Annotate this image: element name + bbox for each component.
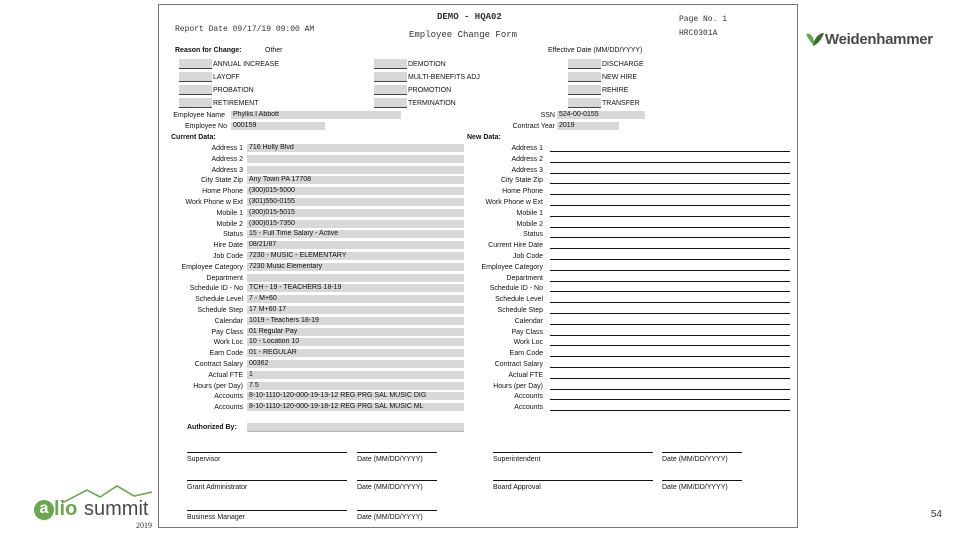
reason-option-label: RETIREMENT bbox=[213, 100, 259, 107]
current-field-label: Pay Class bbox=[211, 328, 243, 336]
authorized-by-label: Authorized By: bbox=[187, 424, 237, 431]
current-field-value: 7.5 bbox=[247, 382, 464, 390]
signature-label: Date (MM/DD/YYYY) bbox=[357, 484, 423, 491]
employee-no-value: 000159 bbox=[231, 122, 325, 130]
current-field-label: Schedule Step bbox=[197, 307, 243, 314]
current-field-label: Job Code bbox=[213, 253, 243, 260]
reason-option-label: DEMOTION bbox=[408, 61, 446, 68]
page-number: 54 bbox=[930, 509, 942, 520]
new-field-input[interactable] bbox=[550, 259, 790, 260]
signature-label: Date (MM/DD/YYYY) bbox=[357, 514, 423, 521]
signature-line[interactable] bbox=[187, 510, 347, 511]
reason-option-label: DISCHARGE bbox=[602, 61, 644, 68]
reason-option-label: LAYOFF bbox=[213, 74, 240, 81]
employee-name-label: Employee Name bbox=[173, 112, 225, 119]
current-field-value: 10 - Location 10 bbox=[247, 338, 464, 346]
new-field-input[interactable] bbox=[550, 248, 790, 249]
employee-change-form bbox=[158, 4, 798, 528]
current-field-label: Work Loc bbox=[213, 339, 243, 347]
reason-option-label: MULTI-BENEFITS ADJ bbox=[408, 74, 480, 81]
demo-title: DEMO - HQA02 bbox=[437, 12, 502, 22]
reason-option-label: NEW HIRE bbox=[602, 74, 637, 81]
employee-no-label: Employee No bbox=[184, 123, 227, 130]
new-field-label: Status bbox=[523, 231, 543, 239]
signature-label: Date (MM/DD/YYYY) bbox=[662, 456, 728, 463]
new-field-label: City State Zip bbox=[500, 177, 543, 185]
signature-label: Date (MM/DD/YYYY) bbox=[662, 484, 728, 491]
new-field-input[interactable] bbox=[550, 227, 790, 228]
current-field-label: Employee Category bbox=[181, 263, 243, 271]
reason-label: Reason for Change: bbox=[175, 47, 242, 54]
new-data-label: New Data: bbox=[467, 134, 501, 141]
current-field-value: 8-10-1110-120-000-19-13-12 REG PRG SAL MUSIC DIG bbox=[247, 392, 464, 400]
new-field-label: Contract Salary bbox=[494, 361, 543, 368]
reason-checkbox[interactable] bbox=[179, 59, 212, 69]
current-field-label: Home Phone bbox=[202, 188, 243, 196]
new-field-input[interactable] bbox=[550, 173, 790, 174]
new-field-input[interactable] bbox=[550, 399, 790, 400]
new-field-label: Department bbox=[506, 274, 543, 282]
new-field-input[interactable] bbox=[550, 162, 790, 163]
reason-checkbox[interactable] bbox=[374, 59, 407, 69]
new-field-label: Schedule Step bbox=[497, 307, 543, 314]
current-field-label: Accounts bbox=[214, 393, 243, 401]
new-field-input[interactable] bbox=[550, 216, 790, 217]
new-field-label: Job Code bbox=[513, 253, 543, 260]
signature-line[interactable] bbox=[493, 452, 653, 453]
reason-option-label: TERMINATION bbox=[408, 100, 456, 107]
current-field-value: 7 - M+60 bbox=[247, 295, 464, 303]
weidenhammer-wordmark: Weidenhammer bbox=[825, 31, 933, 48]
new-field-input[interactable] bbox=[550, 389, 790, 390]
summit-year: 2019 bbox=[136, 521, 152, 530]
authorized-by-field bbox=[247, 423, 464, 432]
current-field-label: Accounts bbox=[214, 404, 243, 412]
new-field-label: Address 1 bbox=[511, 145, 543, 152]
current-field-value: 7230 Music Elementary bbox=[247, 263, 464, 271]
signature-label: Supervisor bbox=[187, 456, 221, 463]
new-field-input[interactable] bbox=[550, 237, 790, 238]
reason-checkbox[interactable] bbox=[568, 59, 601, 69]
new-field-input[interactable] bbox=[550, 410, 790, 411]
new-field-label: Pay Class bbox=[511, 328, 543, 336]
new-field-label: Schedule ID - No bbox=[489, 285, 543, 293]
new-field-input[interactable] bbox=[550, 367, 790, 368]
new-field-label: Employee Category bbox=[481, 263, 543, 271]
new-field-label: Earn Code bbox=[509, 350, 543, 358]
new-field-label: Current Hire Date bbox=[488, 242, 543, 250]
current-field-value: (300)015-5015 bbox=[247, 209, 464, 217]
new-field-label: Mobile 2 bbox=[516, 220, 543, 228]
reason-option-label: PROMOTION bbox=[408, 87, 452, 94]
new-field-label: Actual FTE bbox=[508, 371, 543, 379]
current-field-value: (300)015-7350 bbox=[247, 220, 464, 228]
new-field-label: Address 2 bbox=[511, 155, 543, 163]
signature-line[interactable] bbox=[357, 510, 437, 511]
current-field-label: Work Phone w Ext bbox=[185, 199, 243, 206]
current-field-value: (300)015-5000 bbox=[247, 187, 464, 195]
current-field-label: Address 2 bbox=[211, 155, 243, 163]
current-field-value: 17 M+60 17 bbox=[247, 306, 464, 314]
signature-label: Business Manager bbox=[187, 514, 245, 521]
reason-checkbox[interactable] bbox=[374, 85, 407, 95]
new-field-label: Calendar bbox=[514, 317, 543, 325]
new-field-input[interactable] bbox=[550, 183, 790, 184]
reason-option-label: REHIRE bbox=[602, 87, 629, 94]
reason-option-label: ANNUAL INCREASE bbox=[213, 61, 279, 68]
new-field-input[interactable] bbox=[550, 151, 790, 152]
reason-checkbox[interactable] bbox=[179, 85, 212, 95]
new-field-input[interactable] bbox=[550, 270, 790, 271]
current-field-label: Calendar bbox=[214, 317, 243, 325]
form-title: Employee Change Form bbox=[409, 30, 518, 40]
weidenhammer-leaf-icon bbox=[805, 30, 825, 50]
current-field-label: Hours (per Day) bbox=[193, 382, 243, 390]
new-field-label: Work Phone w Ext bbox=[485, 199, 543, 206]
page-label: Page No. 1 bbox=[679, 15, 728, 24]
signature-line[interactable] bbox=[187, 452, 347, 453]
signature-line[interactable] bbox=[662, 452, 742, 453]
effective-date-label: Effective Date (MM/DD/YYYY) bbox=[548, 47, 643, 54]
current-field-value: 1 bbox=[247, 371, 464, 379]
signature-label: Date (MM/DD/YYYY) bbox=[357, 456, 423, 463]
current-field-label: Earn Code bbox=[209, 350, 243, 358]
signature-label: Superintendent bbox=[493, 456, 541, 463]
new-field-input[interactable] bbox=[550, 205, 790, 206]
current-field-label: Address 1 bbox=[211, 145, 243, 152]
signature-line[interactable] bbox=[493, 480, 653, 481]
new-field-label: Mobile 1 bbox=[516, 209, 543, 217]
new-field-input[interactable] bbox=[550, 356, 790, 357]
new-field-input[interactable] bbox=[550, 335, 790, 336]
reason-checkbox[interactable] bbox=[179, 72, 212, 82]
new-field-input[interactable] bbox=[550, 324, 790, 325]
reason-value: Other bbox=[265, 47, 283, 54]
alio-a: a bbox=[34, 500, 54, 520]
current-field-label: Department bbox=[206, 274, 243, 282]
current-field-label: Schedule Level bbox=[195, 296, 243, 304]
report-id: HRC0301A bbox=[679, 29, 718, 38]
current-field-label: Address 3 bbox=[211, 166, 243, 174]
new-field-label: Home Phone bbox=[502, 188, 543, 196]
current-field-value: 7230 - MUSIC - ELEMENTARY bbox=[247, 252, 464, 260]
current-field-value bbox=[247, 155, 464, 163]
current-field-value: 1019 - Teachers 18-19 bbox=[247, 317, 464, 325]
current-field-value: 8-10-1110-120-000-19-18-12 REG PRG SAL MUSIC ML bbox=[247, 403, 464, 411]
current-field-label: Actual FTE bbox=[208, 371, 243, 379]
current-field-label: Mobile 1 bbox=[216, 209, 243, 217]
new-field-input[interactable] bbox=[550, 378, 790, 379]
new-field-label: Accounts bbox=[514, 393, 543, 401]
new-field-input[interactable] bbox=[550, 345, 790, 346]
signature-line[interactable] bbox=[187, 480, 347, 481]
new-field-input[interactable] bbox=[550, 302, 790, 303]
new-field-label: Work Loc bbox=[513, 339, 543, 347]
contract-year-value: 2019 bbox=[557, 122, 619, 130]
current-field-value: 15 - Full Time Salary - Active bbox=[247, 230, 464, 238]
reason-checkbox[interactable] bbox=[568, 98, 601, 108]
new-field-input[interactable] bbox=[550, 281, 790, 282]
current-field-value: 00362 bbox=[247, 360, 464, 368]
contract-year-label: Contract Year bbox=[512, 123, 555, 130]
current-field-label: Hire Date bbox=[213, 242, 243, 250]
reason-checkbox[interactable] bbox=[179, 98, 212, 108]
alio-summit-logo bbox=[32, 484, 157, 532]
current-field-value: 01 - REGULAR bbox=[247, 349, 464, 357]
current-field-value bbox=[247, 274, 464, 282]
new-field-label: Schedule Level bbox=[495, 296, 543, 304]
current-field-value: 716 Holly Blvd bbox=[247, 144, 464, 152]
alio-lio: lio bbox=[54, 498, 78, 520]
current-field-label: Contract Salary bbox=[194, 361, 243, 368]
reason-checkbox[interactable] bbox=[568, 85, 601, 95]
reason-checkbox[interactable] bbox=[568, 72, 601, 82]
new-field-label: Address 3 bbox=[511, 166, 543, 174]
current-field-value bbox=[247, 166, 464, 174]
new-field-label: Hours (per Day) bbox=[493, 382, 543, 390]
signature-line[interactable] bbox=[357, 452, 437, 453]
current-field-label: Mobile 2 bbox=[216, 220, 243, 228]
current-field-label: City State Zip bbox=[200, 177, 243, 185]
ssn-label: SSN bbox=[540, 112, 555, 119]
current-data-label: Current Data: bbox=[171, 134, 216, 141]
signature-label: Board Approval bbox=[493, 484, 541, 491]
signature-label: Grant Administrator bbox=[187, 484, 248, 491]
signature-line[interactable] bbox=[357, 480, 437, 481]
reason-checkbox[interactable] bbox=[374, 98, 407, 108]
reason-checkbox[interactable] bbox=[374, 72, 407, 82]
current-field-value: 01 Regular Pay bbox=[247, 328, 464, 336]
employee-name-value: Phyllis I Abbott bbox=[231, 111, 401, 119]
weidenhammer-logo bbox=[805, 30, 950, 52]
reason-option-label: TRANSFER bbox=[602, 100, 640, 107]
current-field-label: Status bbox=[223, 231, 243, 239]
current-field-value: 08/21/87 bbox=[247, 241, 464, 249]
new-field-input[interactable] bbox=[550, 291, 790, 292]
current-field-label: Schedule ID - No bbox=[189, 285, 243, 293]
reason-option-label: PROBATION bbox=[213, 87, 254, 94]
current-field-value: TCH - 19 - TEACHERS 18-19 bbox=[247, 284, 464, 292]
current-field-value: (301)550-0155 bbox=[247, 198, 464, 206]
new-field-label: Accounts bbox=[514, 404, 543, 412]
new-field-input[interactable] bbox=[550, 194, 790, 195]
new-field-input[interactable] bbox=[550, 313, 790, 314]
current-field-value: Any Town PA 17708 bbox=[247, 176, 464, 184]
summit-word: summit bbox=[84, 498, 149, 520]
report-date: Report Date 09/17/19 09:00 AM bbox=[175, 25, 315, 34]
signature-line[interactable] bbox=[662, 480, 742, 481]
ssn-value: 524-00-0155 bbox=[557, 111, 645, 119]
